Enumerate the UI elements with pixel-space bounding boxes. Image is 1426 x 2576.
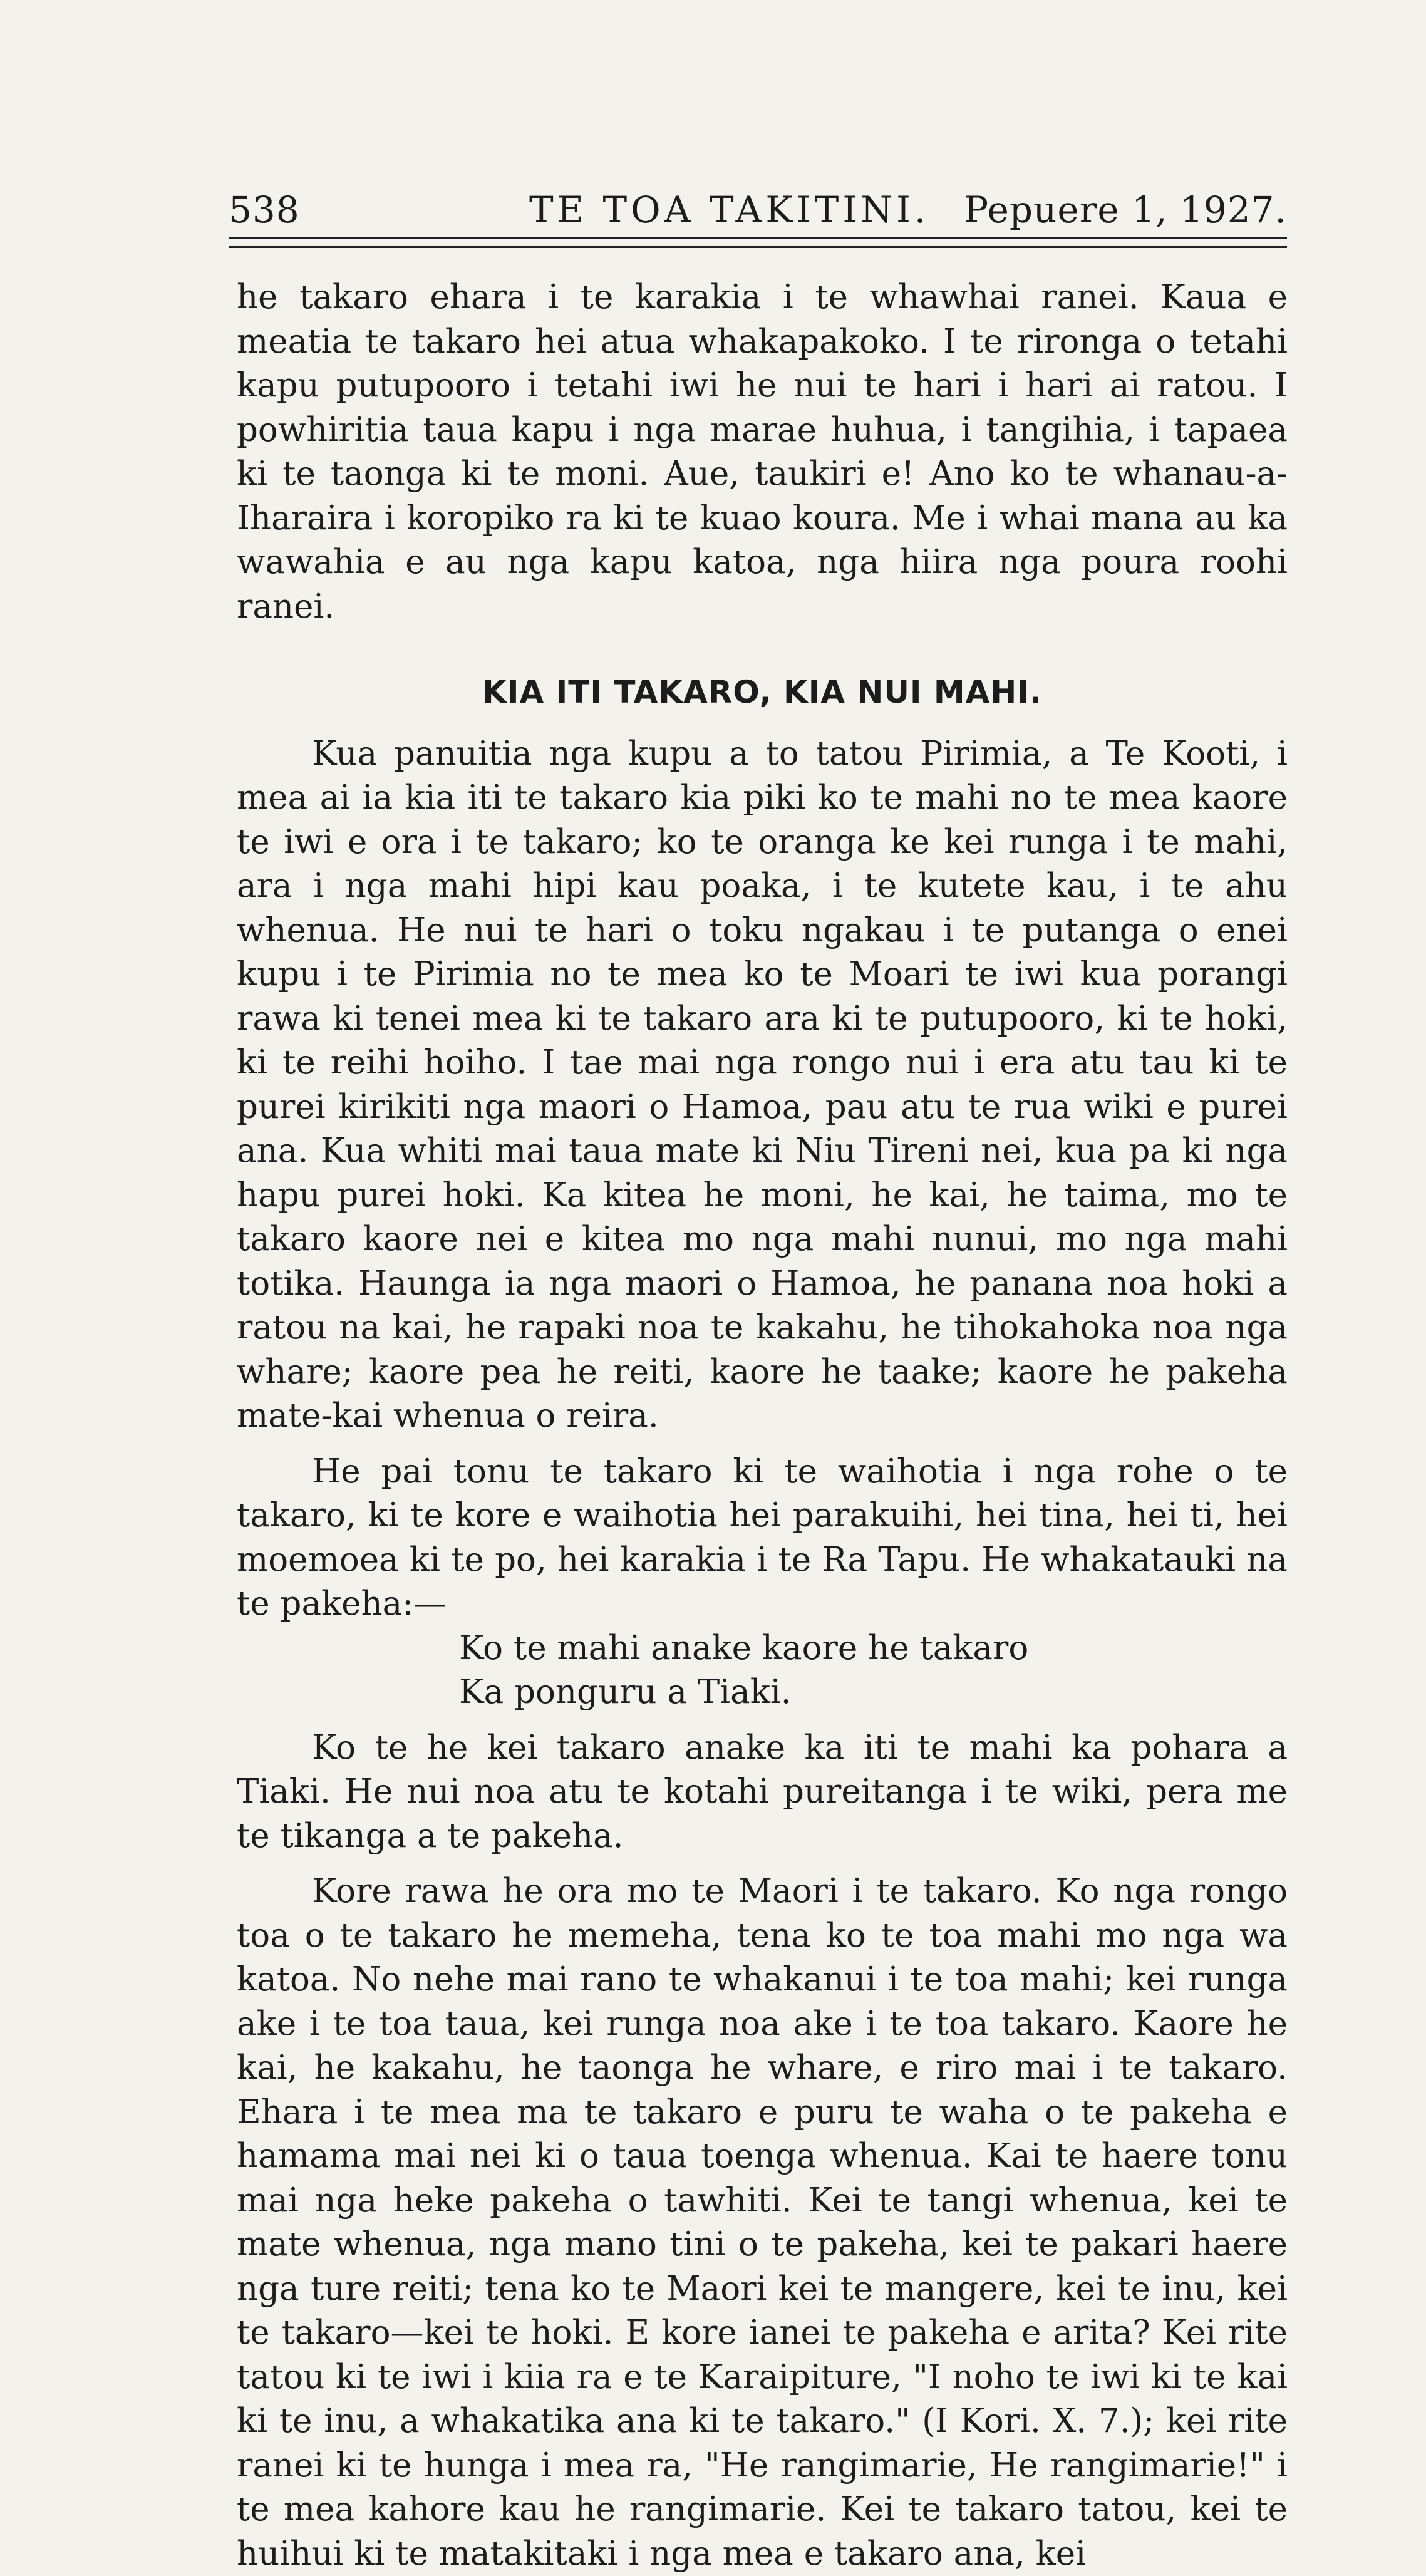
journal-title: TE TOA TAKITINI. <box>529 189 930 231</box>
paragraph: Kua panuitia nga kupu a to tatou Pirimia, a Te Kooti, i mea ai ia kia iti te takaro kia piki ko te mahi no te mea kaore te iwi e ora i te takaro; ko te oranga ke kei runga i te mahi, ara i nga mahi hipi kau poaka, i te kutete kau, i te ahu whenua. He nui te hari o toku ngakau i te putanga o enei kupu i te Pirimia no te mea ko te Moari te iwi kua porangi rawa ki tenei mea ki te takaro ara ki te putupooro, ki te hoki, ki te reihi hoiho. I tae mai nga rongo nui i era atu tau ki te purei kirikiti nga maori o Hamoa, pau atu te rua wiki e purei ana. Kua whiti mai taua mate ki Niu Tireni nei, kua pa ki nga hapu purei hoki. Ka kitea he moni, he kai, he taima, mo te takaro kaore nei e kitea mo nga mahi nunui, mo nga mahi totika. Haunga ia nga maori o Hamoa, he panana noa hoki a ratou na kai, he rapaki noa te kakahu, he tihokahoka noa nga whare; kaore pea he reiti, kaore he taake; kaore he pakeha mate-kai whenua o reira. <box>237 734 1288 1435</box>
running-header <box>229 188 1287 232</box>
page-number: 538 <box>229 189 300 231</box>
issue-date: Pepuere 1, 1927. <box>964 189 1287 231</box>
paragraph: He pai tonu te takaro ki te waihotia i nga rohe o te takaro, ki te kore e waihotia hei parakuihi, hei tina, hei ti, hei moemoea ki te po, hei karakia i te Ra Tapu. He whakatauki na te pakeha:— <box>237 1452 1288 1623</box>
article-body <box>237 276 1288 2576</box>
paragraph: Kore rawa he ora mo te Maori i te takaro. Ko nga rongo toa o te takaro he memeha, tena ko te toa mahi mo nga wa katoa. No nehe mai rano te whakanui i te toa mahi; kei runga ake i te toa taua, kei runga noa ake i te toa takaro. Kaore he kai, he kakahu, he taonga he whare, e riro mai i te takaro. Ehara i te mea ma te takaro e puru te waha o te pakeha e hamama mai nei ki o taua toenga whenua. Kai te haere tonu mai nga heke pakeha o tawhiti. Kei te tangi whenua, kei te mate whenua, nga mano tini o te pakeha, kei te pakari haere nga ture reiti; tena ko te Maori kei te mangere, kei te inu, kei te takaro—kei te hoki. E kore ianei te pakeha e arita? Kei rite tatou ki te iwi i kiia ra e te Karaipiture, "I noho te iwi ki te kai ki te inu, a whakatika ana ki te takaro." (I Kori. X. 7.); kei rite ranei ki te hunga i mea ra, "He rangimarie, He rangimarie!" i te mea kahore kau he rangimarie. Kei te takaro tatou, kei te huihui ki te matakitaki i nga mea e takaro ana, kei <box>237 1872 1288 2573</box>
header-rule <box>229 237 1287 248</box>
proverb-verse <box>237 1627 1288 1715</box>
section-heading: KIA ITI TAKARO, KIA NUI MAHI. <box>482 674 1042 710</box>
paragraph-continued: he takaro ehara i te karakia i te whawhai ranei. Kaua e meatia te takaro hei atua whakapakoko. I te rironga o tetahi kapu putupooro i tetahi iwi he nui te hari i hari ai ratou. I powhiritia taua kapu i nga marae huhua, i tangihia, i tapaea ki te taonga ki te moni. Aue, taukiri e! Ano ko te whanau-a-Iharaira i koropiko ra ki te kuao koura. Me i whai mana au ka wawahia e au nga kapu katoa, nga hiira nga poura roohi ranei. <box>237 278 1288 626</box>
verse-line: Ko te mahi anake kaore he takaro <box>459 1628 1029 1667</box>
paragraph: Ko te he kei takaro anake ka iti te mahi ka pohara a Tiaki. He nui noa atu te kotahi pureitanga i te wiki, pera me te tikanga a te pakeha. <box>237 1728 1288 1855</box>
verse-line: Ka ponguru a Tiaki. <box>459 1673 792 1711</box>
